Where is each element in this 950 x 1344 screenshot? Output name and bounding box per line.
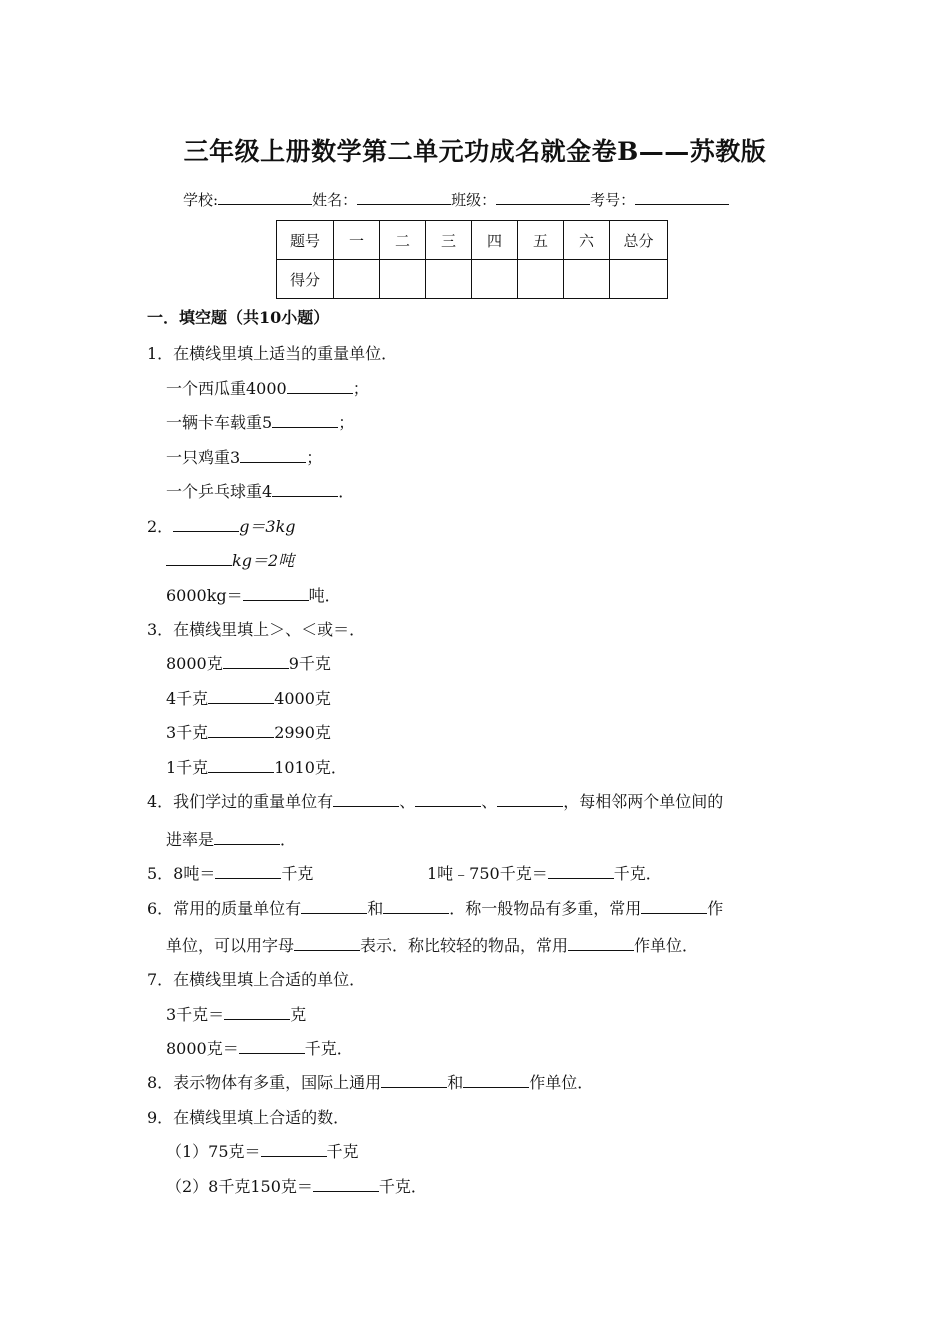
q9a-text: （1）75克＝ xyxy=(166,1142,261,1161)
q3d-right: 1010克． xyxy=(274,758,347,777)
answer-blank[interactable] xyxy=(173,516,239,532)
q4-text: 4．我们学过的重量单位有 xyxy=(147,792,334,811)
question-2-b xyxy=(166,548,294,571)
score-row-label: 得分 xyxy=(277,260,334,299)
question-9-stem: 9．在横线里填上合适的数． xyxy=(147,1108,350,1127)
answer-blank[interactable] xyxy=(214,829,280,845)
name-blank[interactable] xyxy=(357,190,451,205)
q6-text: ．称一般物品有多重，常用 xyxy=(449,899,642,918)
question-4-line2 xyxy=(166,827,296,850)
q4-l2-text: 进率是 xyxy=(166,830,215,849)
class-label: 班级： xyxy=(451,191,497,209)
question-6-line1 xyxy=(147,896,723,919)
answer-blank[interactable] xyxy=(208,722,274,738)
q1d-end: ． xyxy=(338,482,355,501)
score-cell[interactable] xyxy=(518,260,564,299)
q1d-text: 一个乒乓球重4 xyxy=(166,482,273,501)
q9b-end: 千克． xyxy=(378,1177,427,1196)
q6-text: 6．常用的质量单位有 xyxy=(147,899,302,918)
q5b-text: 1吨﹣750千克＝ xyxy=(427,864,548,883)
answer-blank[interactable] xyxy=(261,1141,327,1157)
score-header-cell: 五 xyxy=(518,221,564,260)
question-8 xyxy=(147,1070,593,1093)
answer-blank[interactable] xyxy=(208,757,274,773)
page-title: 三年级上册数学第二单元功成名就金卷B——苏教版 xyxy=(183,137,767,166)
question-1-a xyxy=(166,376,369,399)
question-6-line2 xyxy=(166,933,698,956)
section-heading: 一．填空题（共10小题） xyxy=(147,308,330,327)
q5a-end: 千克 xyxy=(281,864,314,883)
q5b-end: 千克． xyxy=(613,864,662,883)
answer-blank[interactable] xyxy=(224,1004,290,1020)
score-cell[interactable] xyxy=(564,260,610,299)
score-header-cell: 六 xyxy=(564,221,610,260)
answer-blank[interactable] xyxy=(568,935,634,951)
q2a-text: g＝3kg xyxy=(239,517,296,536)
question-5-b xyxy=(427,861,662,884)
q4-l2-end: ． xyxy=(280,830,297,849)
score-cell[interactable] xyxy=(610,260,668,299)
q1a-end: ； xyxy=(352,379,369,398)
question-9-a xyxy=(166,1139,359,1162)
answer-blank[interactable] xyxy=(243,585,309,601)
q7b-end: 千克． xyxy=(304,1039,353,1058)
q4-sep: 、 xyxy=(399,792,416,811)
q5a-text: 5．8吨＝ xyxy=(147,864,216,883)
answer-blank[interactable] xyxy=(313,1176,379,1192)
score-header-cell: 总分 xyxy=(610,221,668,260)
exam-no-blank[interactable] xyxy=(635,190,729,205)
score-header-cell: 题号 xyxy=(277,221,334,260)
q2-number: 2． xyxy=(147,517,174,536)
question-9-b xyxy=(166,1174,427,1197)
question-7-stem: 7．在横线里填上合适的单位． xyxy=(147,970,366,989)
q1a-text: 一个西瓜重4000 xyxy=(166,379,287,398)
score-header-cell: 三 xyxy=(426,221,472,260)
answer-blank[interactable] xyxy=(301,898,367,914)
q3c-right: 2990克 xyxy=(274,723,331,742)
q3b-left: 4千克 xyxy=(166,689,209,708)
school-blank[interactable] xyxy=(218,190,312,205)
question-1-c xyxy=(166,445,322,468)
question-2-a xyxy=(147,514,296,537)
q1c-text: 一只鸡重3 xyxy=(166,448,241,467)
q3a-right: 9千克 xyxy=(288,654,331,673)
answer-blank[interactable] xyxy=(294,935,360,951)
score-cell[interactable] xyxy=(334,260,380,299)
answer-blank[interactable] xyxy=(240,447,306,463)
q2c-text: 6000kg＝ xyxy=(166,586,243,605)
answer-blank[interactable] xyxy=(383,898,449,914)
q3c-left: 3千克 xyxy=(166,723,209,742)
score-cell[interactable] xyxy=(380,260,426,299)
question-7-a xyxy=(166,1002,306,1025)
q1b-end: ； xyxy=(338,413,355,432)
score-cell[interactable] xyxy=(426,260,472,299)
q7a-text: 3千克＝ xyxy=(166,1005,225,1024)
q7a-end: 克 xyxy=(290,1005,307,1024)
answer-blank[interactable] xyxy=(381,1072,447,1088)
q6-text: 表示．称比较轻的物品，常用 xyxy=(360,936,569,955)
question-3-a xyxy=(166,651,331,674)
q6-text: 作单位． xyxy=(634,936,699,955)
question-3-c xyxy=(166,720,331,743)
answer-blank[interactable] xyxy=(287,378,353,394)
answer-blank[interactable] xyxy=(223,653,289,669)
question-2-c xyxy=(166,583,341,606)
answer-blank[interactable] xyxy=(641,898,707,914)
question-3-b xyxy=(166,686,331,709)
school-label: 学校: xyxy=(183,191,219,209)
q1b-text: 一辆卡车载重5 xyxy=(166,413,273,432)
q3d-left: 1千克 xyxy=(166,758,209,777)
q2b-text: kg＝2吨 xyxy=(232,551,295,570)
question-7-b xyxy=(166,1036,353,1059)
q6-text: 和 xyxy=(367,899,384,918)
q9b-text: （2）8千克150克＝ xyxy=(166,1177,313,1196)
score-table-header-row xyxy=(277,221,668,260)
question-4-line1 xyxy=(147,789,723,812)
score-table xyxy=(276,220,668,299)
score-table-score-row xyxy=(277,260,668,299)
score-header-cell: 二 xyxy=(380,221,426,260)
answer-blank[interactable] xyxy=(548,863,614,879)
name-label: 姓名： xyxy=(312,191,358,209)
question-3-d xyxy=(166,755,347,778)
q4-tail: ，每相邻两个单位间的 xyxy=(563,792,724,811)
answer-blank[interactable] xyxy=(463,1072,529,1088)
answer-blank[interactable] xyxy=(239,1038,305,1054)
q3b-right: 4000克 xyxy=(274,689,331,708)
question-3-stem: 3．在横线里填上＞、＜或＝． xyxy=(147,620,366,639)
question-1-b xyxy=(166,410,354,433)
question-1-d xyxy=(166,479,354,502)
q8-text: 和 xyxy=(447,1073,464,1092)
question-5-a xyxy=(147,861,313,884)
q7b-text: 8000克＝ xyxy=(166,1039,239,1058)
answer-blank[interactable] xyxy=(166,550,232,566)
q4-sep: 、 xyxy=(481,792,498,811)
q8-text: 作单位． xyxy=(529,1073,594,1092)
question-1-stem: 1．在横线里填上适当的重量单位． xyxy=(147,344,398,363)
answer-blank[interactable] xyxy=(333,791,399,807)
q6-text: 作 xyxy=(707,899,724,918)
answer-blank[interactable] xyxy=(272,412,338,428)
answer-blank[interactable] xyxy=(272,481,338,497)
q1c-end: ； xyxy=(306,448,323,467)
q8-text: 8．表示物体有多重，国际上通用 xyxy=(147,1073,382,1092)
q6-text: 单位，可以用字母 xyxy=(166,936,295,955)
score-header-cell: 一 xyxy=(334,221,380,260)
q9a-end: 千克 xyxy=(326,1142,359,1161)
q2c-end: 吨． xyxy=(308,586,341,605)
answer-blank[interactable] xyxy=(215,863,281,879)
student-info-line xyxy=(183,189,729,210)
score-header-cell: 四 xyxy=(472,221,518,260)
exam-no-label: 考号： xyxy=(590,191,636,209)
answer-blank[interactable] xyxy=(497,791,563,807)
q3a-left: 8000克 xyxy=(166,654,223,673)
class-blank[interactable] xyxy=(496,190,590,205)
answer-blank[interactable] xyxy=(415,791,481,807)
answer-blank[interactable] xyxy=(208,688,274,704)
score-cell[interactable] xyxy=(472,260,518,299)
